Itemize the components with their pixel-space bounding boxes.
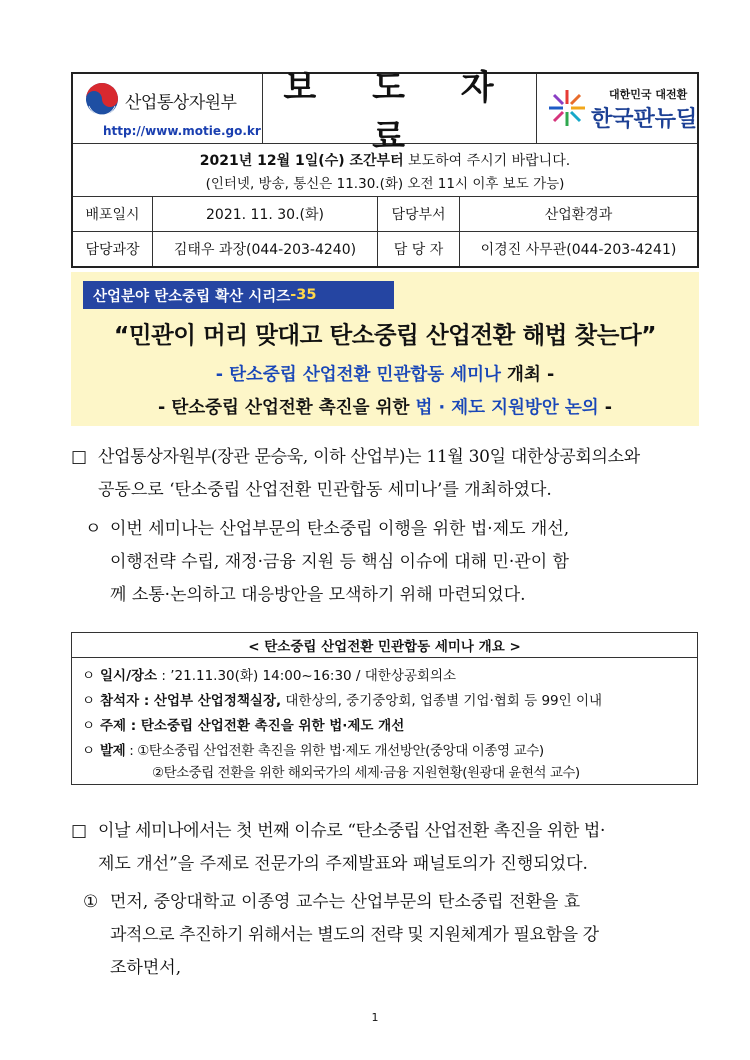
subheadline-1-highlight: 탄소중립 산업전환 민관합동 세미나 [229, 365, 501, 385]
overview-title: < 탄소중립 산업전환 민관합동 세미나 개요 > [72, 632, 697, 658]
paragraph-2-line-3: 께 소통·논의하고 대응방안을 모색하기 위해 마련되었다. [110, 585, 526, 605]
overview-presentations-label: 발제 [100, 743, 126, 759]
slogan-small: 대한민국 대전환 [609, 88, 688, 101]
manager-label: 담당과장 [73, 232, 153, 266]
release-date-label: 배포일시 [73, 197, 153, 232]
ministry-name: 산업통상자원부 [125, 93, 237, 113]
officer-label: 담 당 자 [378, 232, 460, 266]
press-release-header-table [71, 67, 699, 268]
embargo-notice-cell [73, 144, 697, 197]
overview-presentation-1: : ①탄소중립 산업전환 촉진을 위한 법·제도 개선방안(중앙대 이종영 교수) [125, 743, 544, 759]
department-label: 담당부서 [378, 197, 460, 232]
overview-bullet-1: ㅇ [82, 668, 96, 684]
subheadline-2 [71, 394, 699, 419]
taegeuk-emblem-icon [85, 82, 119, 116]
paragraph-3-line-2: 제도 개선”을 주제로 전문가의 주제발표와 패널토의가 진행되었다. [98, 854, 588, 874]
officer-value: 이경진 사무관(044-203-4241) [480, 242, 677, 258]
paragraph-4-marker: ① [83, 892, 99, 912]
overview-schedule-value: : ’21.11.30(화) 14:00~16:30 / 대한상공회의소 [157, 668, 457, 684]
paragraph-4-line-1: 먼저, 중앙대학교 이종영 교수는 산업부문의 탄소중립 전환을 효 [110, 892, 581, 912]
slogan-cell [537, 74, 697, 144]
main-headline: “민관이 머리 맞대고 탄소중립 산업전환 해법 찾는다” [113, 321, 657, 349]
paragraph-3-marker: □ [71, 821, 88, 841]
doc-title: 보 도 자 료 [283, 67, 516, 157]
manager-value: 김태우 과장(044-203-4240) [153, 232, 378, 266]
subheadline-2-highlight: 법 · 제도 지원방안 논의 [415, 398, 599, 418]
overview-row-topic [100, 714, 404, 734]
overview-bullet-3: ㅇ [82, 718, 96, 734]
paragraph-1-line-1: 산업통상자원부(장관 문승욱, 이하 산업부)는 11월 30일 대한상공회의소와 [98, 447, 640, 467]
overview-bullet-2: ㅇ [82, 693, 96, 709]
ministry-logo-cell [73, 74, 263, 144]
subheadline-2-end: - [598, 398, 613, 418]
overview-row-schedule [100, 664, 456, 684]
series-number: -35 [290, 287, 317, 303]
new-deal-starburst-icon [547, 88, 587, 128]
overview-attendees-lead: : 산업부 산업정책실장, [139, 693, 282, 709]
subheadline-1-rest: 개최 - [500, 365, 555, 385]
embargo-line-2: (인터넷, 방송, 통신은 11.30.(화) 오전 11시 이후 보도 가능) [205, 176, 565, 192]
seminar-overview-box [71, 632, 698, 785]
embargo-date: 2021년 12월 1일(수) 조간부터 [199, 153, 404, 169]
department-value: 산업환경과 [460, 197, 697, 232]
embargo-instruction: 보도하여 주시기 바랍니다. [403, 153, 571, 169]
paragraph-4-line-2: 과적으로 추진하기 위해서는 별도의 전략 및 지원체계가 필요함을 강 [110, 925, 599, 945]
paragraph-2-line-1: 이번 세미나는 산업부문의 탄소중립 이행을 위한 법·제도 개선, [110, 519, 570, 539]
overview-schedule-label: 일시/장소 [100, 668, 158, 684]
paragraph-2-marker: ㅇ [85, 519, 102, 539]
overview-bullet-4: ㅇ [82, 743, 96, 759]
series-tag [83, 281, 394, 309]
overview-attendees-value: 대한상의, 중기중앙회, 업종별 기업·협회 등 99인 이내 [281, 693, 603, 709]
overview-topic-label: 주제 [100, 718, 127, 734]
overview-presentation-2: ②탄소중립 전환을 위한 해외국가의 세제·금융 지원현황(원광대 윤현석 교수) [152, 765, 580, 781]
ministry-url-link[interactable]: http://www.motie.go.kr [103, 124, 261, 138]
paragraph-1-marker: □ [71, 447, 88, 467]
paragraph-3-line-1: 이날 세미나에서는 첫 번째 이슈로 “탄소중립 산업전환 촉진을 위한 법· [98, 821, 605, 841]
doc-title-cell [263, 67, 537, 157]
overview-attendees-label: 참석자 [100, 693, 140, 709]
overview-row-presentations [100, 739, 544, 759]
subheadline-1-dash: - [215, 365, 230, 385]
paragraph-2-line-2: 이행전략 수립, 재정·금융 지원 등 핵심 이슈에 대해 민·관이 함 [110, 552, 569, 572]
paragraph-1-line-2: 공동으로 ‘탄소중립 산업전환 민관합동 세미나’를 개최하였다. [98, 480, 552, 500]
release-date-value: 2021. 11. 30.(화) [153, 197, 378, 232]
overview-topic-value: : 탄소중립 산업전환 촉진을 위한 법·제도 개선 [126, 718, 405, 734]
overview-row-attendees [100, 689, 602, 709]
embargo-line-1 [73, 150, 697, 170]
series-label: 산업분야 탄소중립 확산 시리즈 [93, 288, 291, 305]
subheadline-1 [71, 361, 699, 386]
slogan-big: 한국판뉴딜 [591, 107, 698, 132]
page-number: 1 [371, 1011, 379, 1024]
subheadline-2-start: - 탄소중립 산업전환 촉진을 위한 [157, 398, 416, 418]
paragraph-4-line-3: 조하면서, [110, 958, 182, 978]
